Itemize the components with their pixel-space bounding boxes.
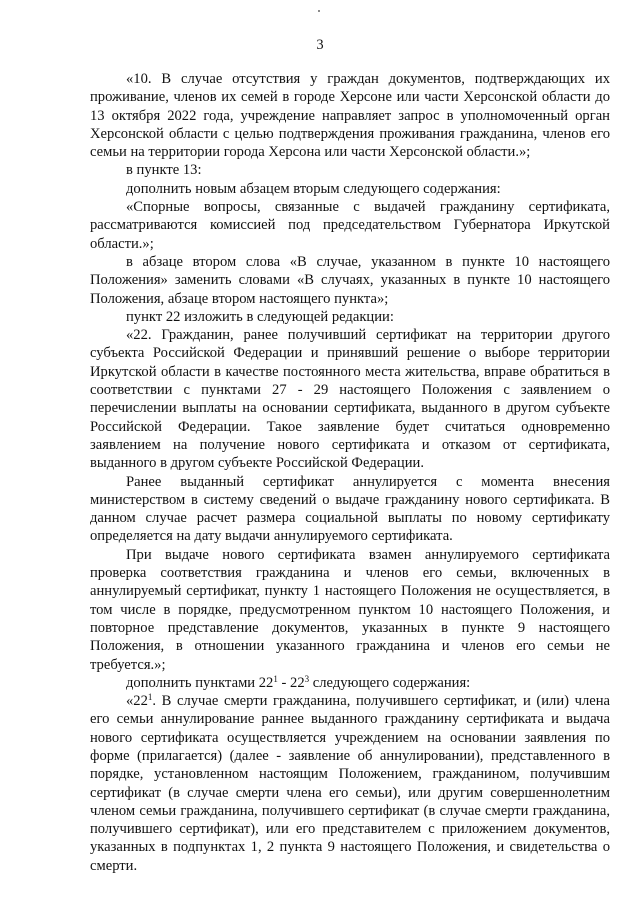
- paragraph-clause-13: в пункте 13:: [126, 162, 202, 179]
- paragraph-annulment: Ранее выданный сертификат аннулируется с момента внесения министерством в систему сведений о выдаче гражданину нового сертификата. В данном случае расчет размера социальной выплаты по новому сертификату определяется на дату выдачи аннулируемого сертификата.: [90, 473, 610, 545]
- add-clauses-text-b: - 22: [277, 674, 305, 691]
- superscript-1: 1: [273, 673, 278, 684]
- add-clauses-text-c: следующего содержания:: [309, 674, 471, 691]
- paragraph-add-second: дополнить новым абзацем вторым следующего содержания:: [126, 180, 501, 197]
- scan-speck: [318, 10, 320, 12]
- paragraph-item-10: «10. В случае отсутствия у граждан документов, подтверждающих их проживание, членов их семей в городе Херсоне или части Херсонской области до 13 октября 2022 года, учреждение направляет запрос в уполномоченный орган Херсонской области с целью подтверждения проживания гражданина, членов его семьи на территории города Херсона или части Херсонской области.»;: [90, 71, 610, 161]
- page-number: 3: [316, 37, 324, 53]
- clause-22-1-superscript: 1: [147, 692, 153, 703]
- paragraph-disputes: «Спорные вопросы, связанные с выдачей гражданину сертификата, рассматриваются комиссией под председательством Губернатора Иркутской области.»;: [90, 199, 610, 252]
- paragraph-add-clauses: [90, 674, 610, 692]
- document-body: [90, 70, 610, 875]
- add-clauses-text-a: дополнить пунктами 22: [126, 674, 274, 691]
- paragraph-clause-22-1: [90, 692, 610, 875]
- paragraph-replace-words: в абзаце втором слова «В случае, указанном в пункте 10 настоящего Положения» заменить словами «В случаях, указанных в пункте 10 настоящего Положения, абзаце втором настоящего пункта»;: [90, 253, 610, 307]
- paragraph-clause-22: «22. Гражданин, ранее получивший сертификат на территории другого субъекта Российской Федерации и принявший решение о выборе территории Иркутской области в качестве постоянного места жительства, вправе обратиться в соответствии с пунктами 27 - 29 настоящего Положения с заявлением о перечислении выплаты на основании сертификата, выданного в другом субъекте Российской Федерации. Такое заявление будет считаться одновременно заявлением на получение нового сертификата и отказом от сертификата, выданного в другом субъекте Российской Федерации.: [90, 327, 610, 472]
- clause-22-1-number: «22: [126, 693, 148, 710]
- clause-22-1-text: . В случае смерти гражданина, получившего сертификат, и (или) члена его семьи аннулирование раннее выданного гражданину сертификата и выдача нового сертификата осуществляется учреждением на основании заявления по форме (прилагается) (далее - заявление об аннулировании), представленного в порядке, установленном настоящим Положением, гражданином, получившим сертификат (в случае смерти члена его семьи), или другим совершеннолетним членом семьи гражданина, получившего сертификат (в случае смерти гражданина, получившего сертификат), или его представителем с приложением документов, указанных в подпунктах 1, 2 пункта 9 настоящего Положения, и свидетельства о смерти.: [90, 693, 610, 874]
- paragraph-clause-22-intro: пункт 22 изложить в следующей редакции:: [126, 308, 394, 325]
- superscript-3: 3: [304, 673, 310, 684]
- paragraph-new-certificate: При выдаче нового сертификата взамен аннулируемого сертификата проверка соответствия гражданина и членов его семьи, включенных в аннулируемый сертификат, пункту 1 настоящего Положения не осуществляется, в том числе в порядке, предусмотренном пунктом 10 настоящего Положения, и повторное представление документов, указанных в пункте 9 настоящего Положения, в отношении указанного гражданина и членов его семьи не требуется.»;: [90, 546, 610, 673]
